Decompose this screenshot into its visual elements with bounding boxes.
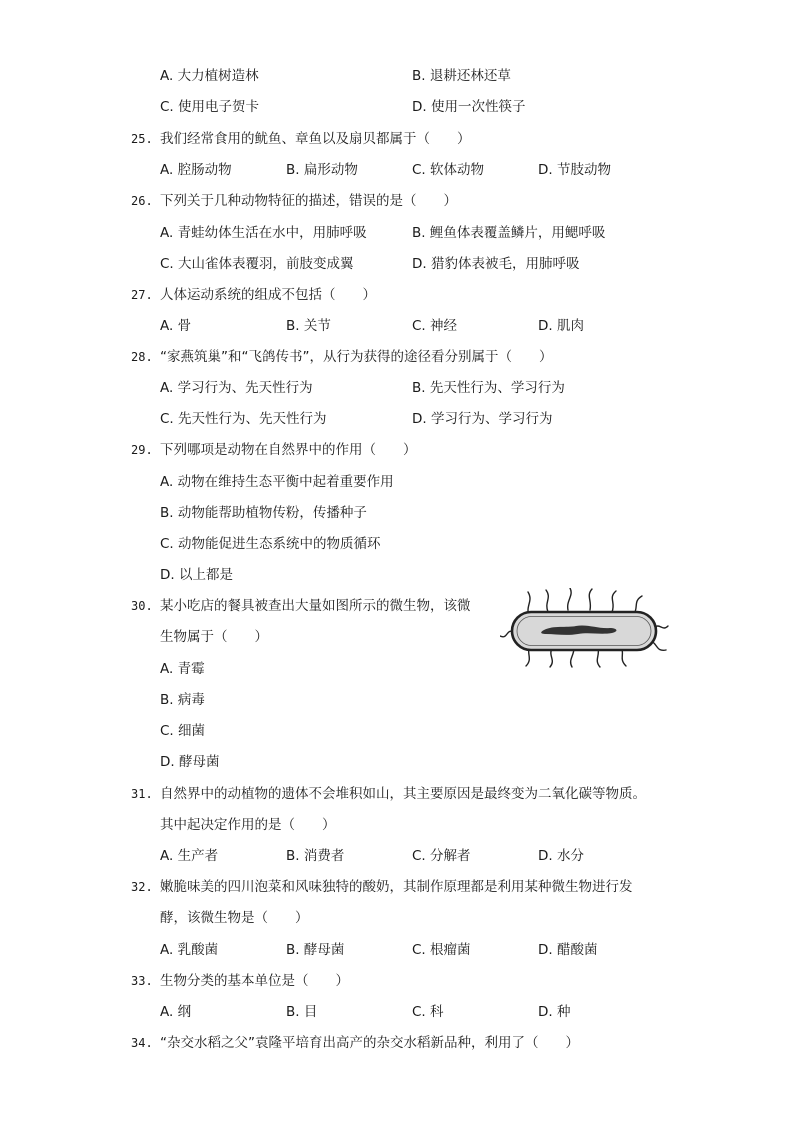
- q31-stem-line1: 自然界中的动植物的遗体不会堆积如山，其主要原因是最终变为二氧化碳等物质。: [160, 786, 646, 802]
- q29-number: 29.: [131, 443, 153, 457]
- q28-option-b: B. 先天性行为、学习行为: [412, 380, 565, 396]
- q27-option-b: B. 关节: [286, 318, 331, 334]
- q24-option-c: C. 使用电子贺卡: [160, 99, 260, 115]
- q27-number: 27.: [131, 288, 153, 302]
- q26-option-b: B. 鲤鱼体表覆盖鳞片，用鳃呼吸: [412, 225, 606, 241]
- q33-number: 33.: [131, 974, 153, 988]
- q34-stem: “杂交水稻之父”袁隆平培育出高产的杂交水稻新品种，利用了（ ）: [160, 1035, 579, 1051]
- q33-stem: 生物分类的基本单位是（ ）: [160, 973, 349, 989]
- q30-stem-line1: 某小吃店的餐具被查出大量如图所示的微生物，该微: [160, 598, 471, 614]
- q25-number: 25.: [131, 132, 153, 146]
- q29-stem: 下列哪项是动物在自然界中的作用（ ）: [160, 442, 417, 458]
- q32-option-b: B. 酵母菌: [286, 942, 345, 958]
- q26-option-c: C. 大山雀体表覆羽，前肢变成翼: [160, 256, 354, 272]
- q27-option-a: A. 骨: [160, 318, 192, 334]
- q33-option-b: B. 目: [286, 1004, 318, 1020]
- q31-option-c: C. 分解者: [412, 848, 471, 864]
- q24-option-d: D. 使用一次性筷子: [412, 99, 526, 115]
- q25-option-c: C. 软体动物: [412, 162, 485, 178]
- q28-option-d: D. 学习行为、学习行为: [412, 411, 553, 427]
- q30-option-c: C. 细菌: [160, 723, 206, 739]
- q31-number: 31.: [131, 787, 153, 801]
- q28-stem: “家燕筑巢”和“飞鸽传书”，从行为获得的途径看分别属于（ ）: [160, 349, 553, 365]
- q34-number: 34.: [131, 1036, 153, 1050]
- q32-stem-line1: 嫩脆味美的四川泡菜和风味独特的酸奶，其制作原理都是利用某种微生物进行发: [160, 879, 633, 895]
- q32-number: 32.: [131, 880, 153, 894]
- q33-option-d: D. 种: [538, 1004, 571, 1020]
- q25-stem: 我们经常食用的鱿鱼、章鱼以及扇贝都属于（ ）: [160, 131, 471, 147]
- q29-option-a: A. 动物在维持生态平衡中起着重要作用: [160, 474, 394, 490]
- q32-option-a: A. 乳酸菌: [160, 942, 219, 958]
- q28-option-c: C. 先天性行为、先天性行为: [160, 411, 327, 427]
- q25-option-b: B. 扁形动物: [286, 162, 358, 178]
- q24-option-a: A. 大力植树造林: [160, 68, 259, 84]
- q28-number: 28.: [131, 350, 153, 364]
- bacterium-illustration: [500, 588, 670, 668]
- q30-option-b: B. 病毒: [160, 692, 205, 708]
- q28-option-a: A. 学习行为、先天性行为: [160, 380, 313, 396]
- q31-option-a: A. 生产者: [160, 848, 219, 864]
- q31-stem-line2: 其中起决定作用的是（ ）: [160, 817, 336, 833]
- q30-stem-line2: 生物属于（ ）: [160, 629, 268, 645]
- q32-option-c: C. 根瘤菌: [412, 942, 471, 958]
- q24-option-b: B. 退耕还林还草: [412, 68, 511, 84]
- q26-option-d: D. 猎豹体表被毛，用肺呼吸: [412, 256, 580, 272]
- q25-option-a: A. 腔肠动物: [160, 162, 232, 178]
- q30-number: 30.: [131, 599, 153, 613]
- q29-option-b: B. 动物能帮助植物传粉，传播种子: [160, 505, 367, 521]
- q27-option-c: C. 神经: [412, 318, 458, 334]
- q30-option-d: D. 酵母菌: [160, 754, 220, 770]
- q31-option-b: B. 消费者: [286, 848, 345, 864]
- q30-option-a: A. 青霉: [160, 661, 205, 677]
- q31-option-d: D. 水分: [538, 848, 584, 864]
- q33-option-a: A. 纲: [160, 1004, 192, 1020]
- q33-option-c: C. 科: [412, 1004, 444, 1020]
- q27-stem: 人体运动系统的组成不包括（ ）: [160, 287, 376, 303]
- q26-stem: 下列关于几种动物特征的描述，错误的是（ ）: [160, 193, 457, 209]
- q32-stem-line2: 酵，该微生物是（ ）: [160, 910, 309, 926]
- q29-option-c: C. 动物能促进生态系统中的物质循环: [160, 536, 381, 552]
- q26-option-a: A. 青蛙幼体生活在水中，用肺呼吸: [160, 225, 367, 241]
- q25-option-d: D. 节肢动物: [538, 162, 611, 178]
- q26-number: 26.: [131, 194, 153, 208]
- q32-option-d: D. 醋酸菌: [538, 942, 598, 958]
- q27-option-d: D. 肌肉: [538, 318, 584, 334]
- q29-option-d: D. 以上都是: [160, 567, 233, 583]
